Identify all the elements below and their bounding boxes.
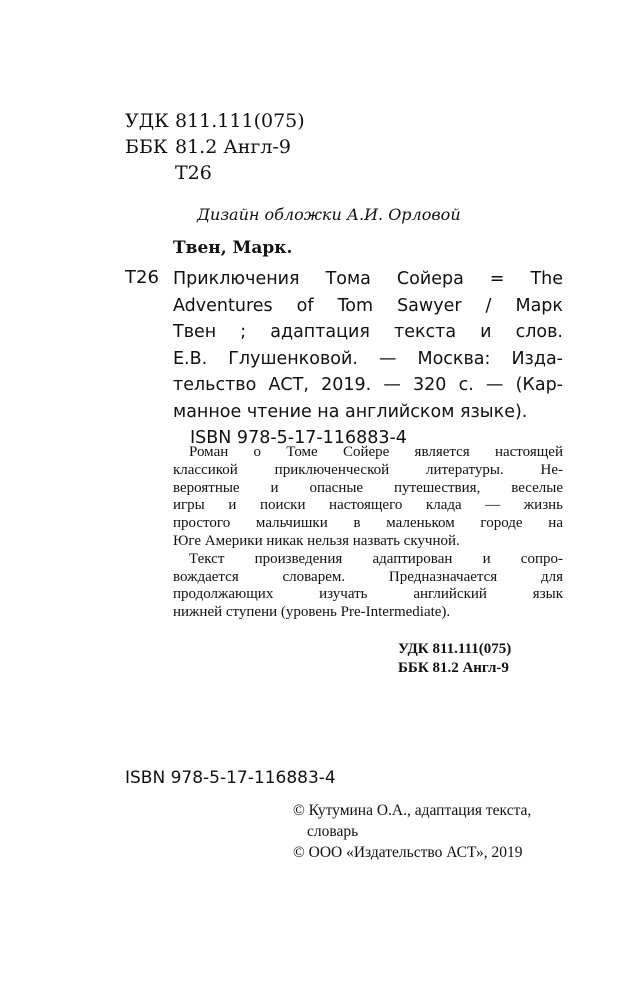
- annotation-line: Юге Америки никак нельзя назвать скучной.: [173, 532, 460, 549]
- entry-isbn: ISBN 978-5-17-116883-4: [190, 428, 407, 448]
- bbk-code-bold: ББК 81.2 Англ-9: [398, 660, 509, 676]
- annotation-paragraph-2: [173, 551, 563, 622]
- annotation-line: простого мальчишки в маленьком городе на: [173, 515, 563, 532]
- biblio-line: Е.В. Глушенковой. — Москва: Изда-: [173, 348, 563, 369]
- biblio-line: Твен ; адаптация текста и слов.: [173, 322, 563, 342]
- entry-mark: Т26: [125, 267, 159, 288]
- annotation-line: классикой приключенческой литературы. Не-: [173, 461, 563, 478]
- annotation-line: игры и поиски настоящего клада — жизнь: [173, 497, 563, 514]
- udk-code-bold: УДК 811.111(075): [398, 641, 512, 657]
- author-heading: Твен, Марк.: [173, 238, 293, 258]
- classification-codes-right: [398, 640, 511, 678]
- bbk-value: 81.2 Англ-9: [175, 136, 291, 158]
- copyright-line-3: © ООО «Издательство АСТ», 2019: [293, 844, 523, 861]
- copyright-line-1: © Кутумина О.А., адаптация текста,: [293, 802, 532, 819]
- udk-label: УДК: [125, 110, 169, 132]
- author-mark: Т26: [175, 162, 212, 184]
- bbk-label: ББК: [125, 136, 168, 158]
- annotation-line: Текст произведения адаптирован и сопро-: [189, 550, 563, 567]
- bibliographic-description: [173, 266, 563, 452]
- annotation-line: нижней ступени (уровень Pre-Intermediate).: [173, 604, 451, 621]
- classification-block: [125, 108, 305, 186]
- copyright-block: [293, 800, 531, 863]
- biblio-line: манное чтение на английском языке).: [173, 401, 528, 422]
- udk-line: [125, 108, 305, 134]
- udk-value: 811.111(075): [175, 110, 305, 132]
- annotation-line: продолжающих изучать английский язык: [173, 586, 563, 603]
- annotation-line: Роман о Томе Сойере является настоящей: [189, 444, 563, 460]
- biblio-line: Adventures of Tom Sawyer / Марк: [173, 295, 563, 316]
- biblio-line: тельство АСТ, 2019. — 320 с. — (Кар-: [173, 375, 563, 395]
- isbn: ISBN 978-5-17-116883-4: [125, 768, 336, 788]
- bbk-line: [125, 134, 305, 160]
- author-mark-line: [125, 160, 305, 186]
- copyright-line-2: словарь: [307, 823, 359, 840]
- annotation-paragraph-1: [173, 444, 563, 551]
- biblio-line: Приключения Тома Сойера = The: [173, 269, 563, 289]
- cover-designer-credit: Дизайн обложки А.И. Орловой: [197, 205, 461, 224]
- annotation-line: вероятные и опасные путешествия, веселые: [173, 479, 563, 496]
- annotation-line: вождается словарем. Предназначается для: [173, 568, 563, 585]
- annotation: [173, 444, 563, 622]
